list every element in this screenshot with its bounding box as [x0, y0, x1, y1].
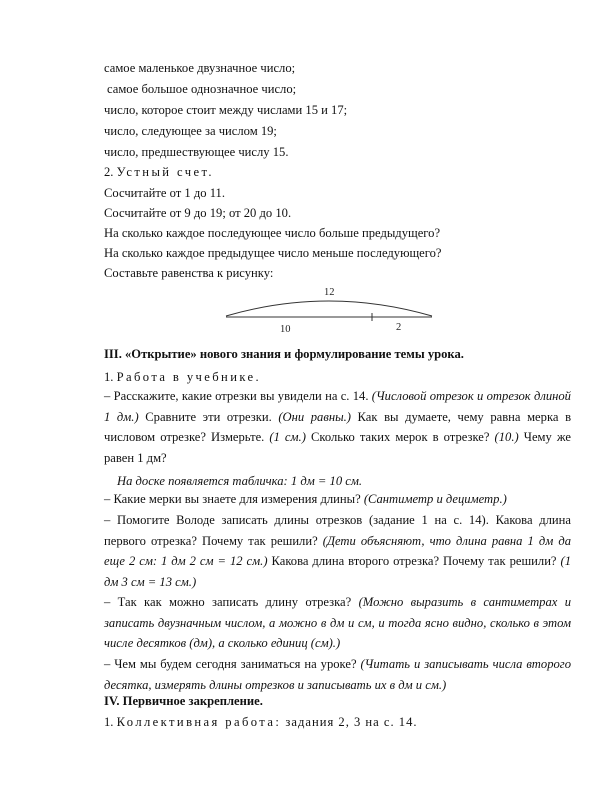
section-heading-discovery: III. «Открытие» нового знания и формулирование темы урока.: [104, 347, 464, 361]
paragraph: [104, 654, 571, 695]
list-item: число, следующее за числом 19;: [104, 124, 277, 138]
paragraph-text: – Чем мы будем сегодня заниматься на уроке?: [104, 657, 361, 671]
list-item: самое маленькое двузначное число;: [104, 61, 296, 75]
section-title: Устный счет.: [116, 165, 214, 179]
segment-diagram-svg: [224, 282, 434, 340]
paragraph: [104, 510, 571, 592]
list-item: самое большое однозначное число;: [107, 82, 297, 96]
paragraph-answer: (1 см.): [269, 430, 306, 444]
list-item: число, которое стоит между числами 15 и 17;: [104, 103, 348, 117]
oral-task: Составьте равенства к рисунку:: [104, 266, 274, 280]
paragraph-text: Чему же равен 1 дм?: [104, 430, 571, 465]
list-item: число, предшествующее числу 15.: [104, 145, 289, 159]
paragraph-answer: (Сантиметр и дециметр.): [363, 492, 507, 506]
paragraph-text: – Какие мерки вы знаете для измерения длины?: [104, 492, 364, 506]
total-length-label: 12: [324, 287, 335, 298]
paragraph-text: Как вы думаете, чему равна мерка в числовом отрезке? Измерьте.: [104, 409, 572, 444]
paragraph-answer: (Они равны.): [278, 409, 351, 424]
paragraph: [104, 592, 571, 654]
brace-arc: [226, 301, 432, 316]
paragraph-answer: (1 дм 3 см = 13 см.): [104, 554, 571, 589]
paragraph-answer: (10.): [494, 430, 519, 444]
oral-task: На сколько каждое предыдущее число меньше последующего?: [104, 246, 442, 260]
oral-task: Сосчитайте от 1 до 11.: [104, 186, 226, 200]
section-number: 2.: [104, 165, 114, 179]
paragraph-answer: (Числовой отрезок и отрезок длиной 1 дм.): [104, 389, 571, 424]
section-heading-oral-count: [104, 164, 214, 180]
board-note: На доске появляется табличка: 1 дм = 10 см.: [117, 474, 363, 488]
subsection-heading-textbook: [104, 369, 261, 385]
subsection-title: Работа в учебнике.: [116, 370, 262, 384]
right-part-label: 2: [396, 322, 402, 333]
oral-task: Сосчитайте от 9 до 19; от 20 до 10.: [104, 206, 292, 220]
paragraph-text: Какова длина второго отрезка? Почему так решили?: [267, 554, 561, 568]
subsection-number: 1.: [104, 370, 114, 384]
oral-task: На сколько каждое последующее число больше предыдущего?: [104, 226, 441, 240]
subsection-number: 1.: [104, 715, 114, 729]
paragraph: [104, 386, 571, 468]
paragraph-answer: (Можно выразить в сантиметрах и записать двузначным числом, а можно в дм и см, и тогда ясно видно, сколько в этом числе десятков (дм), а сколько единиц (см).): [104, 595, 571, 650]
paragraph-text: – Расскажите, какие отрезки вы увидели на с. 14.: [104, 389, 372, 403]
segment-diagram: [224, 282, 434, 340]
paragraph-answer: (Читать и записывать числа второго десятка, измерять длины отрезков и записывать их в дм и см.): [104, 657, 572, 692]
paragraph-answer: (Дети объясняют, что длина равна 1 дм да еще 2 см: 1 дм 2 см = 12 см.): [104, 533, 571, 568]
paragraph: [104, 489, 571, 510]
left-part-label: 10: [280, 324, 291, 335]
subsection-title: Коллективная работа:: [116, 715, 282, 729]
paragraph-text: Сколько таких мерок в отрезке?: [305, 430, 495, 444]
paragraph-text: Сравните эти отрезки.: [138, 409, 279, 424]
paragraph-text: – Так как можно записать длину отрезка?: [104, 595, 359, 609]
subsection-heading-collective: [104, 714, 418, 730]
subsection-task: задания 2, 3 на с. 14.: [281, 715, 418, 729]
section-heading-consolidation: IV. Первичное закрепление.: [104, 694, 263, 708]
paragraph-text: – Помогите Володе записать длины отрезков (задание 1 на с. 14). Какова длина первого отрезка? Почему так решили?: [104, 513, 571, 548]
